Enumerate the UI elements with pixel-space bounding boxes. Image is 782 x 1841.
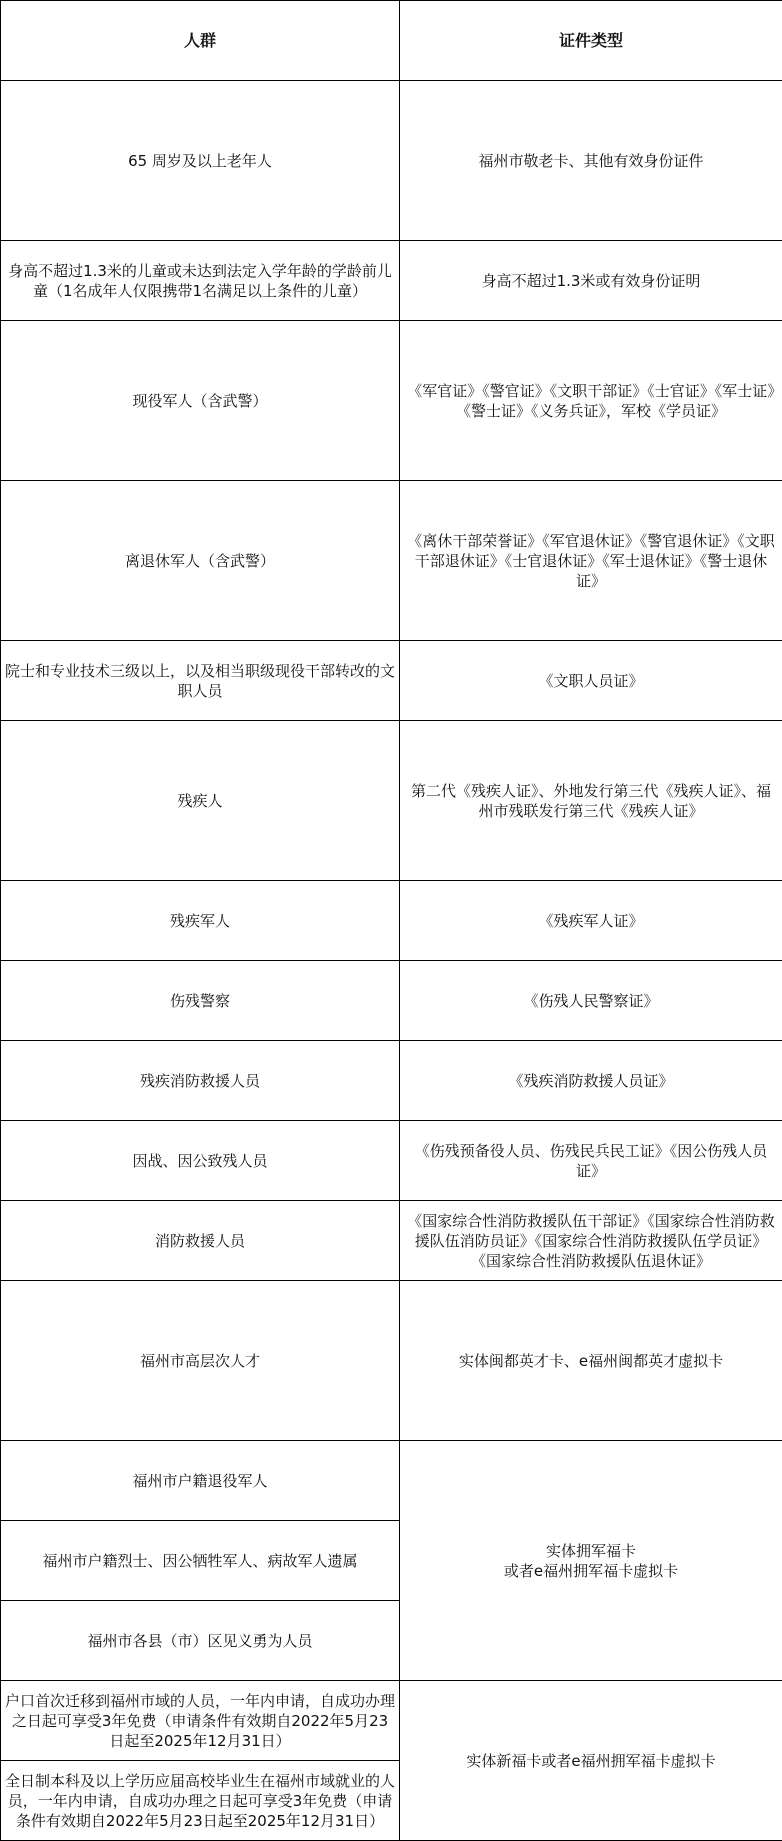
group-cell: 残疾人 <box>1 721 400 881</box>
cert-cell-merged: 实体新福卡或者e福州拥军福卡虚拟卡 <box>400 1681 782 1841</box>
group-cell: 福州市户籍退役军人 <box>1 1441 400 1521</box>
group-cell: 离退休军人（含武警） <box>1 481 400 641</box>
table-row <box>1 241 782 321</box>
table-row <box>1 1681 782 1761</box>
cert-cell: 《伤残预备役人员、伤残民兵民工证》《因公伤残人员证》 <box>400 1121 782 1201</box>
table-row <box>1 81 782 241</box>
group-cell: 福州市高层次人才 <box>1 1281 400 1441</box>
table-row <box>1 1121 782 1201</box>
table-row <box>1 321 782 481</box>
table-row <box>1 721 782 881</box>
table-row <box>1 1201 782 1281</box>
table-row <box>1 641 782 721</box>
group-cell: 现役军人（含武警） <box>1 321 400 481</box>
cert-cell: 福州市敬老卡、其他有效身份证件 <box>400 81 782 241</box>
group-cell: 福州市各县（市）区见义勇为人员 <box>1 1601 400 1681</box>
header-cert-type: 证件类型 <box>400 1 782 81</box>
group-cell: 全日制本科及以上学历应届高校毕业生在福州市域就业的人员，一年内申请，自成功办理之日起可享受3年免费（申请条件有效期自2022年5月23日起至2025年12月31日） <box>1 1761 400 1841</box>
cert-cell: 《国家综合性消防救援队伍干部证》《国家综合性消防救援队伍消防员证》《国家综合性消防救援队伍学员证》《国家综合性消防救援队伍退休证》 <box>400 1201 782 1281</box>
cert-cell-merged <box>400 1441 782 1681</box>
cert-cell: 《军官证》《警官证》《文职干部证》《士官证》《军士证》《警士证》《义务兵证》，军校《学员证》 <box>400 321 782 481</box>
cert-cell: 《伤残人民警察证》 <box>400 961 782 1041</box>
group-cell: 残疾军人 <box>1 881 400 961</box>
group-cell: 伤残警察 <box>1 961 400 1041</box>
cert-cell: 第二代《残疾人证》、外地发行第三代《残疾人证》、福州市残联发行第三代《残疾人证》 <box>400 721 782 881</box>
cert-cell: 《离休干部荣誉证》《军官退休证》《警官退休证》《文职干部退休证》《士官退休证》《军士退休证》《警士退休证》 <box>400 481 782 641</box>
table-row <box>1 961 782 1041</box>
group-cell: 福州市户籍烈士、因公牺牲军人、病故军人遗属 <box>1 1521 400 1601</box>
cert-cell: 《文职人员证》 <box>400 641 782 721</box>
group-cell: 户口首次迁移到福州市域的人员，一年内申请，自成功办理之日起可享受3年免费（申请条件有效期自2022年5月23日起至2025年12月31日） <box>1 1681 400 1761</box>
group-cell: 身高不超过1.3米的儿童或未达到法定入学年龄的学龄前儿童（1名成年人仅限携带1名满足以上条件的儿童） <box>1 241 400 321</box>
table-row <box>1 481 782 641</box>
cert-cell: 实体闽都英才卡、e福州闽都英才虚拟卡 <box>400 1281 782 1441</box>
table-row <box>1 881 782 961</box>
table-row <box>1 1281 782 1441</box>
cert-cell: 《残疾军人证》 <box>400 881 782 961</box>
table-row <box>1 1041 782 1121</box>
cert-line-2: 或者e福州拥军福卡虚拟卡 <box>503 1561 679 1580</box>
group-cell: 65 周岁及以上老年人 <box>1 81 400 241</box>
group-cell: 因战、因公致残人员 <box>1 1121 400 1201</box>
group-cell: 残疾消防救援人员 <box>1 1041 400 1121</box>
cert-cell: 《残疾消防救援人员证》 <box>400 1041 782 1121</box>
group-cell: 院士和专业技术三级以上，以及相当职级现役干部转改的文职人员 <box>1 641 400 721</box>
group-cell: 消防救援人员 <box>1 1201 400 1281</box>
table-row <box>1 1441 782 1521</box>
header-row <box>1 1 782 81</box>
cert-line-1: 实体拥军福卡 <box>545 1541 636 1560</box>
cert-cell: 身高不超过1.3米或有效身份证明 <box>400 241 782 321</box>
header-group: 人群 <box>1 1 400 81</box>
